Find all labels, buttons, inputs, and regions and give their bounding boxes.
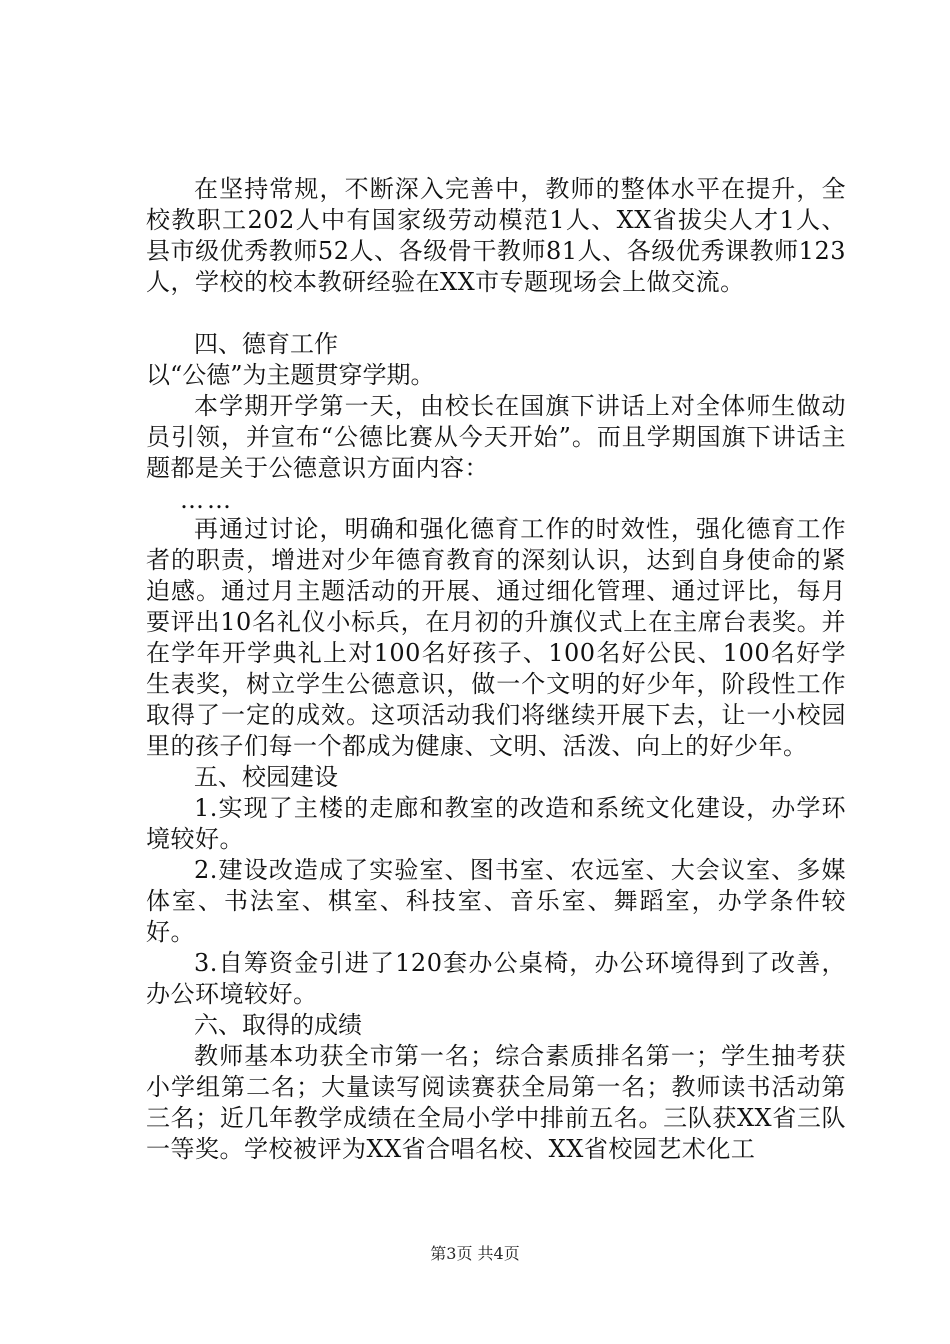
section-heading-achievements: 六、取得的成绩	[194, 1011, 362, 1039]
paragraph-theme: 以“公德”为主题贯穿学期。	[146, 361, 435, 389]
section-heading-campus-construction: 五、校园建设	[194, 763, 338, 791]
paragraph-moral-activities: 再通过讨论，明确和强化德育工作的时效性，强化德育工作者的职责，增进对少年德育教育的深刻认识，达到自身使命的紧迫感。通过月主题活动的开展、通过细化管理、通过评比，每月要评出10名礼仪小标兵，在月初的升旗仪式上在主席台表奖。并在学年开学典礼上对100名好孩子、100名好公民、100名好学生表奖，树立学生公德意识，做一个文明的好少年，阶段性工作取得了一定的成效。这项活动我们将继续开展下去，让一小校园里的孩子们每一个都成为健康、文明、活泼、向上的好少年。	[146, 515, 846, 760]
page-number-footer: 第3页 共4页	[430, 1244, 520, 1263]
list-item-campus-1: 1.实现了主楼的走廊和教室的改造和系统文化建设，办学环境较好。	[146, 794, 846, 853]
paragraph-semester-start: 本学期开学第一天，由校长在国旗下讲话上对全体师生做动员引领，并宣布“公德比赛从今天开始”。而且学期国旗下讲话主题都是关于公德意识方面内容：	[146, 392, 846, 482]
list-item-campus-3: 3.自筹资金引进了120套办公桌椅，办公环境得到了改善，办公环境较好。	[146, 949, 846, 1008]
list-item-campus-2: 2.建设改造成了实验室、图书室、农远室、大会议室、多媒体室、书法室、棋室、科技室、音乐室、舞蹈室，办学条件较好。	[146, 856, 846, 946]
paragraph-gap	[146, 298, 846, 329]
document-body	[146, 174, 846, 1165]
section-heading-moral-education: 四、德育工作	[194, 330, 338, 358]
ellipsis-text: ……	[180, 486, 234, 514]
paragraph-teacher-quality: 在坚持常规，不断深入完善中，教师的整体水平在提升，全校教职工202人中有国家级劳动模范1人、XX省拔尖人才1人、县市级优秀教师52人、各级骨干教师81人、各级优秀课教师123人，学校的校本教研经验在XX市专题现场会上做交流。	[146, 175, 846, 296]
paragraph-achievements: 教师基本功获全市第一名；综合素质排名第一；学生抽考获小学组第二名；大量读写阅读赛获全局第一名；教师读书活动第三名；近几年教学成绩在全局小学中排前五名。三队获XX省三队一等奖。学校被评为XX省合唱名校、XX省校园艺术化工	[146, 1042, 846, 1163]
